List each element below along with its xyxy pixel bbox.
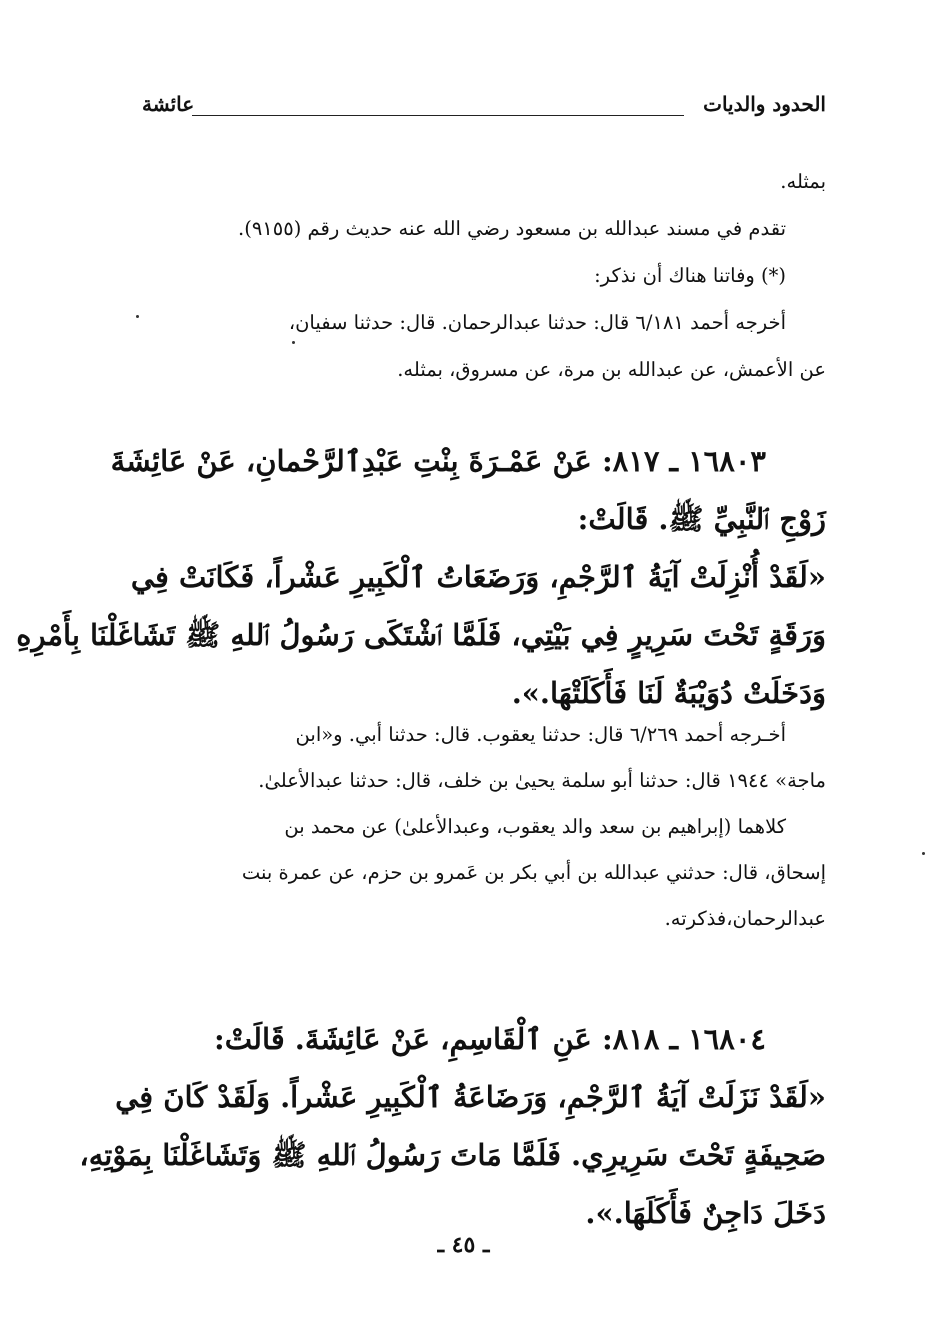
- book-title: الحدود والديات: [703, 92, 826, 116]
- page-number: ـ ٤٥ ـ: [437, 1232, 490, 1258]
- hadith-line: «لَقَدْ نَزَلَتْ آيَةُ ٱلرَّجْمِ، وَرَضَاعَةُ ٱلْكَبِيرِ عَشْراً. وَلَقَدْ كَانَ فِي: [115, 1080, 826, 1114]
- footnote-line: عن الأعمش، عن عبدالله بن مرة، عن مسروق، بمثله.: [397, 358, 826, 381]
- footnote-line: بمثله.: [780, 170, 826, 193]
- scan-speck: [136, 315, 139, 318]
- section-name: عائشة: [142, 92, 195, 116]
- footnote-line: عبدالرحمان،فذكرته.: [664, 907, 826, 930]
- footnote-line: تقدم في مسند عبدالله بن مسعود رضي الله عنه حديث رقم (٩١٥٥).: [238, 217, 786, 240]
- footnote-line: (*) وفاتنا هناك أن نذكر:: [594, 264, 786, 287]
- hadith-line: «لَقَدْ أُنْزِلَتْ آيَةُ ٱلرَّجْمِ، وَرَضَعَاتُ ٱلْكَبِيرِ عَشْراً، فَكَانَتْ فِي: [130, 560, 826, 594]
- footnote-line: أخـرجه أحمد ٦/٢٦٩ قال: حدثنا يعقوب. قال: حدثنا أبي. و«ابن: [295, 723, 786, 746]
- scan-speck: [922, 852, 925, 855]
- scan-speck: [292, 341, 295, 344]
- header-rule: [192, 115, 684, 116]
- hadith-line: زَوْجِ ٱلنَّبِيِّ ﷺ. قَالَتْ:: [577, 502, 826, 536]
- hadith-817: [16, 432, 826, 722]
- footnote-line: كلاهما (إبراهيم بن سعد والد يعقوب، وعبدالأعلىٰ) عن محمد بن: [284, 815, 786, 838]
- hadith-line: وَدَخَلَتْ دُوَيْبَةٌ لَنَا فَأَكَلَتْهَا.».: [511, 676, 826, 710]
- footnote-817: [128, 712, 826, 942]
- footnote-line: ماجة» ١٩٤٤ قال: حدثنا أبو سلمة يحيىٰ بن خلف، قال: حدثنا عبدالأعلىٰ.: [258, 769, 826, 792]
- hadith-line: صَحِيفَةٍ تَحْتَ سَرِيرِي. فَلَمَّا مَاتَ رَسُولُ ٱللهِ ﷺ وَتَشَاغَلْنَا بِمَوْتِهِ،: [79, 1138, 826, 1172]
- hadith-line: دَخَلَ دَاجِنٌ فَأَكَلَهَا.».: [585, 1196, 826, 1230]
- running-head: [130, 92, 826, 128]
- footnote-line: إسحاق، قال: حدثني عبدالله بن أبي بكر بن عَمرو بن حزم، عن عمرة بنت: [241, 861, 826, 884]
- footnote-top: [128, 158, 826, 393]
- hadith-line: وَرَقَةٍ تَحْتَ سَرِيرٍ فِي بَيْتِي، فَلَمَّا ٱشْتَكَى رَسُولُ ٱللهِ ﷺ تَشَاغَلْنَا بِأَمْرِهِ: [16, 618, 826, 652]
- hadith-heading-line: ١٦٨٠٤ ـ ٨١٨: عَنِ ٱلْقَاسِمِ، عَنْ عَائِشَةَ. قَالَتْ:: [213, 1022, 766, 1056]
- hadith-818: [79, 1010, 826, 1242]
- footnote-line: أخرجه أحمد ٦/١٨١ قال: حدثنا عبدالرحمان. قال: حدثنا سفيان،: [288, 311, 786, 334]
- hadith-heading-line: ١٦٨٠٣ ـ ٨١٧: عَنْ عَمْـرَةَ بِنْتِ عَبْدِٱلرَّحْمانِ، عَنْ عَائِشَةَ: [110, 444, 766, 478]
